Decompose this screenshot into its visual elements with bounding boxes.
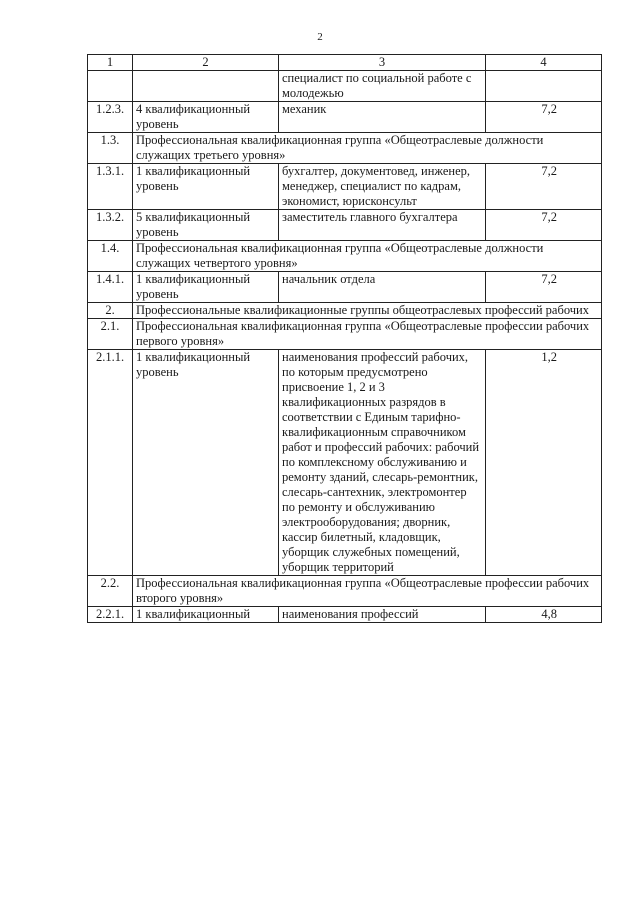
row-number: 1.3.	[88, 133, 133, 164]
qualification-level: 5 квалификационный уровень	[133, 210, 279, 241]
table-row	[88, 272, 602, 303]
page-number: 2	[317, 31, 323, 43]
table-row	[88, 102, 602, 133]
group-row	[88, 576, 602, 607]
table-header-row	[88, 55, 602, 71]
coefficient: 1,2	[486, 350, 602, 576]
row-number: 1.2.3.	[88, 102, 133, 133]
coefficient: 7,2	[486, 102, 602, 133]
group-title: Профессиональные квалификационные группы общеотраслевых профессий рабочих	[133, 303, 602, 319]
coefficient: 7,2	[486, 210, 602, 241]
group-title: Профессиональная квалификационная группа «Общеотраслевые профессии рабочих первого уровня»	[133, 319, 602, 350]
coefficient: 4,8	[486, 607, 602, 623]
group-row	[88, 241, 602, 272]
qualification-level: 1 квалификационный уровень	[133, 350, 279, 576]
header-cell: 3	[279, 55, 486, 71]
qualification-level: 1 квалификационный уровень	[133, 272, 279, 303]
qualification-level: 4 квалификационный уровень	[133, 102, 279, 133]
group-row	[88, 133, 602, 164]
coefficient: 7,2	[486, 272, 602, 303]
table-row	[88, 71, 602, 102]
row-number: 1.3.2.	[88, 210, 133, 241]
table-row	[88, 164, 602, 210]
group-row	[88, 303, 602, 319]
position-names: наименования профессий	[279, 607, 486, 623]
qualification-level	[133, 71, 279, 102]
header-cell: 1	[88, 55, 133, 71]
row-number: 2.1.	[88, 319, 133, 350]
row-number: 1.4.1.	[88, 272, 133, 303]
table-row	[88, 350, 602, 576]
qualification-table	[87, 54, 602, 623]
row-number: 2.	[88, 303, 133, 319]
row-number: 2.2.1.	[88, 607, 133, 623]
group-title: Профессиональная квалификационная группа «Общеотраслевые должности служащих третьего уровня»	[133, 133, 602, 164]
qualification-level: 1 квалификационный	[133, 607, 279, 623]
row-number	[88, 71, 133, 102]
coefficient: 7,2	[486, 164, 602, 210]
group-row	[88, 319, 602, 350]
qualification-level: 1 квалификационный уровень	[133, 164, 279, 210]
row-number: 2.1.1.	[88, 350, 133, 576]
table-row	[88, 210, 602, 241]
header-cell: 2	[133, 55, 279, 71]
group-title: Профессиональная квалификационная группа «Общеотраслевые должности служащих четвертого уровня»	[133, 241, 602, 272]
position-names: наименования профессий рабочих, по которым предусмотрено присвоение 1, 2 и 3 квалификационных разрядов в соответствии с Единым тарифно-квалификационным справочником работ и профессий рабочих: рабочий по комплексному обслуживанию и ремонту зданий, слесарь-ремонтник, слесарь-сантехник, электромонтер по ремонту и обслуживанию электрооборудования; дворник, кассир билетный, кладовщик, уборщик служебных помещений, уборщик территорий	[279, 350, 486, 576]
position-names: механик	[279, 102, 486, 133]
table-row	[88, 607, 602, 623]
position-names: начальник отдела	[279, 272, 486, 303]
position-names: бухгалтер, документовед, инженер, менеджер, специалист по кадрам, экономист, юрисконсульт	[279, 164, 486, 210]
row-number: 2.2.	[88, 576, 133, 607]
row-number: 1.4.	[88, 241, 133, 272]
coefficient	[486, 71, 602, 102]
position-names: заместитель главного бухгалтера	[279, 210, 486, 241]
position-names: специалист по социальной работе с молодежью	[279, 71, 486, 102]
header-cell: 4	[486, 55, 602, 71]
row-number: 1.3.1.	[88, 164, 133, 210]
group-title: Профессиональная квалификационная группа «Общеотраслевые профессии рабочих второго уровня»	[133, 576, 602, 607]
